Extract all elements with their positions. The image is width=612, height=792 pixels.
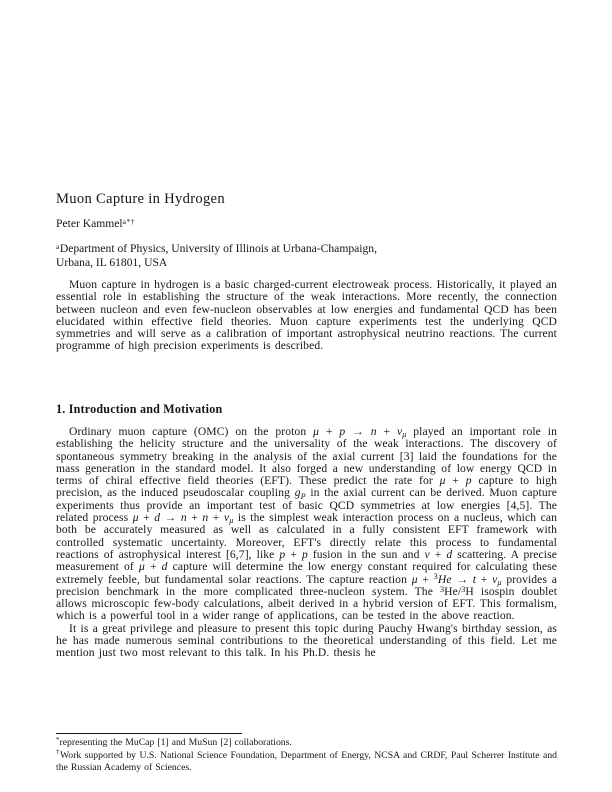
footnote-1-text: representing the MuCap [1] and MuSun [2] collaborations. [59, 737, 292, 748]
footnote-1 [56, 737, 557, 750]
affiliation-text: Department of Physics, University of Illinois at Urbana-Champaign, [59, 242, 377, 255]
paragraph-2: It is a great privilege and pleasure to present this topic during Pauchy Hwang's birthday session, as he has made numerous seminal contributions to the theoretical understanding of this field. Let me mention just two most relevant to this talk. In his Ph.D. thesis he [56, 621, 557, 660]
footnote-block [56, 733, 557, 774]
section-1-body [56, 426, 557, 660]
affiliation-line-1 [56, 243, 557, 257]
author-footnote-marks: a*† [122, 216, 135, 226]
footnote-rule [56, 733, 242, 734]
footnote-1-mark: * [56, 735, 60, 744]
footnote-2-text: Work supported by U.S. National Science Foundation, Department of Energy, NCSA and CRDF, Paul Scherrer Institute and the Russian Academy of Sciences. [56, 749, 558, 774]
paper-title: Muon Capture in Hydrogen [56, 191, 225, 207]
author-name: Peter Kammel [56, 217, 123, 230]
section-1-heading: 1. Introduction and Motivation [56, 402, 223, 416]
footnote-2 [56, 750, 557, 774]
affiliation-mark: a [56, 241, 60, 251]
affiliation-block [56, 243, 557, 270]
author-line [56, 217, 557, 230]
footnote-2-mark: † [56, 748, 60, 757]
affiliation-line-2: Urbana, IL 61801, USA [56, 255, 168, 269]
abstract-paragraph: Muon capture in hydrogen is a basic charged-current electroweak process. Historically, it played an essential role in establishing the structure of the weak interactions. More recently, the connection between nucleon and even few-nucleon observables at low energies and fundamental QCD has been elucidated within effective field theories. Muon capture experiments test the underlying QCD symmetries and will serve as a calibration of important astrophysical neutrino reactions. The current programme of high precision experiments is described. [56, 278, 557, 353]
paragraph-1: Ordinary muon capture (OMC) on the proton μ + p → n + νμ played an important role in establishing the helicity structure and the universality of the weak interactions. The discovery of spontaneous symmetry breaking in the analysis of the axial current [3] laid the foundations for the mass generation in the standard model. It also forged a new understanding of low energy QCD in terms of chiral effective field theories (EFT). These predict the rate for μ + p capture to high precision, as the induced pseudoscalar coupling gP in the axial current can be derived. Muon capture experiments thus provide an important test of basic QCD symmetries at low energies [4,5]. The related process μ + d → n + n + νμ is the simplest weak interaction process on a nucleus, which can both be accurately measured as well as calculated in a fully consistent EFT framework with controlled systematic uncertainty. Moreover, EFT's directly relate this process to fundamental reactions of astrophysical interest [6,7], like p + p fusion in the sun and ν + d scattering. A precise measurement of μ + d capture will determine the low energy constant required for calculating these extremely feeble, but fundamental solar reactions. The capture reaction μ + $^3$He → t + νμ provides a precision benchmark in the more complicated three-nucleon system. The $^3$He/$^3$H isospin doublet allows microscopic few-body calculations, albeit derived in a hybrid version of EFT. This formalism, which is a powerful tool in a wider range of applications, can be tested in the above reaction. [56, 425, 558, 623]
